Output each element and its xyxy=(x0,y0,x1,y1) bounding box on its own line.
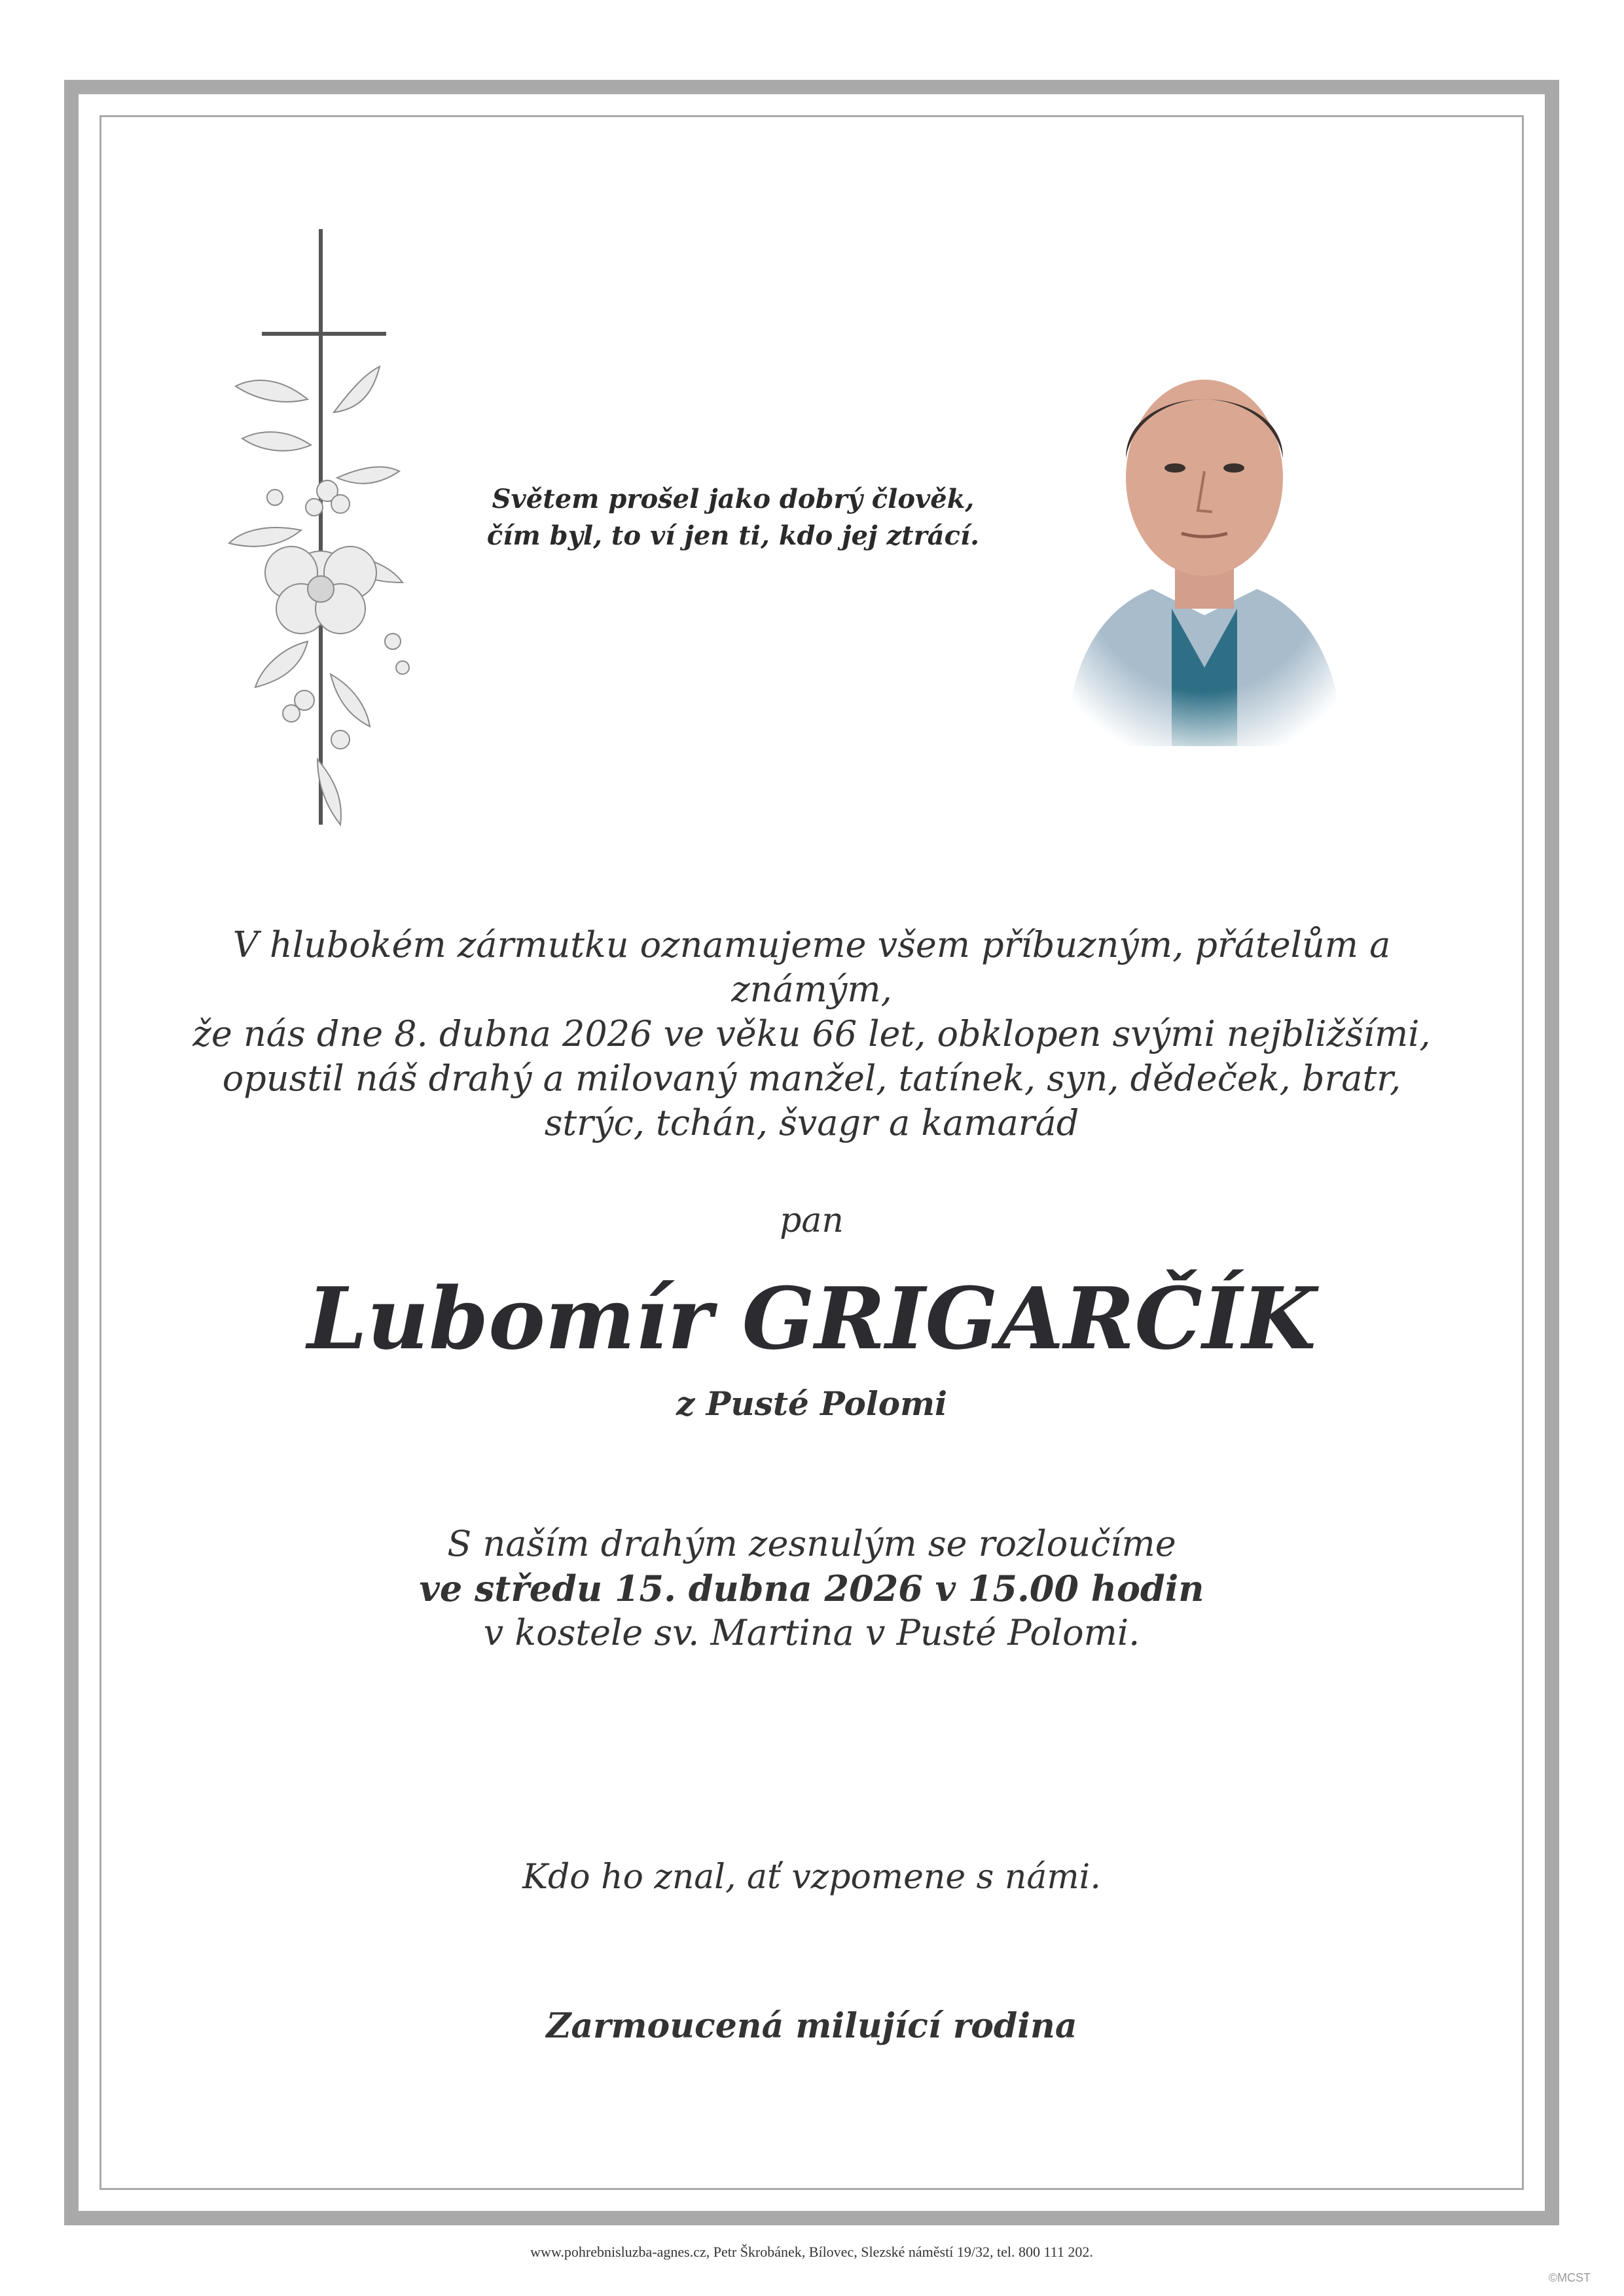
cross-with-flowers-icon xyxy=(177,216,439,857)
farewell-date-time: ve středu 15. dubna 2026 v 15.00 hodin xyxy=(419,1568,1204,1609)
deceased-name: Lubomír GRIGARČÍK xyxy=(307,1268,1316,1369)
motto-line: Světem prošel jako dobrý člověk, xyxy=(492,484,975,514)
family-signature: Zarmoucená milující rodina xyxy=(546,2006,1077,2046)
announcement-line: strýc, tchán, švagr a kamarád xyxy=(544,1102,1079,1143)
farewell-details xyxy=(157,1522,1466,1655)
announcement-line: opustil náš drahý a milovaný manžel, tatínek, syn, dědeček, bratr, xyxy=(222,1058,1401,1099)
announcement xyxy=(157,923,1466,1145)
motto xyxy=(484,481,982,554)
honorific: pan xyxy=(780,1201,844,1240)
announcement-line: V hlubokém zármutku oznamujeme všem příbuzným, přátelům a známým, xyxy=(232,924,1391,1010)
deceased-origin: z Pusté Polomi xyxy=(676,1384,948,1423)
remembrance-line: Kdo ho znal, ať vzpomene s námi. xyxy=(522,1857,1101,1897)
portrait-photo xyxy=(1041,327,1368,746)
announcement-line: že nás dne 8. dubna 2026 ve věku 66 let, obklopen svými nejbližšími, xyxy=(192,1013,1431,1054)
motto-line: čím byl, to ví jen ti, kdo jej ztrácí. xyxy=(486,520,980,551)
farewell-place: v kostele sv. Martina v Pusté Polomi. xyxy=(483,1612,1140,1653)
farewell-line: S naším drahým zesnulým se rozloučíme xyxy=(447,1523,1176,1564)
watermark: ©MCST xyxy=(1548,2271,1591,2284)
footer-contact: www.pohrebnisluzba-agnes.cz, Petr Škrobánek, Bílovec, Slezské náměstí 19/32, tel. 800 111 202. xyxy=(530,2244,1093,2260)
